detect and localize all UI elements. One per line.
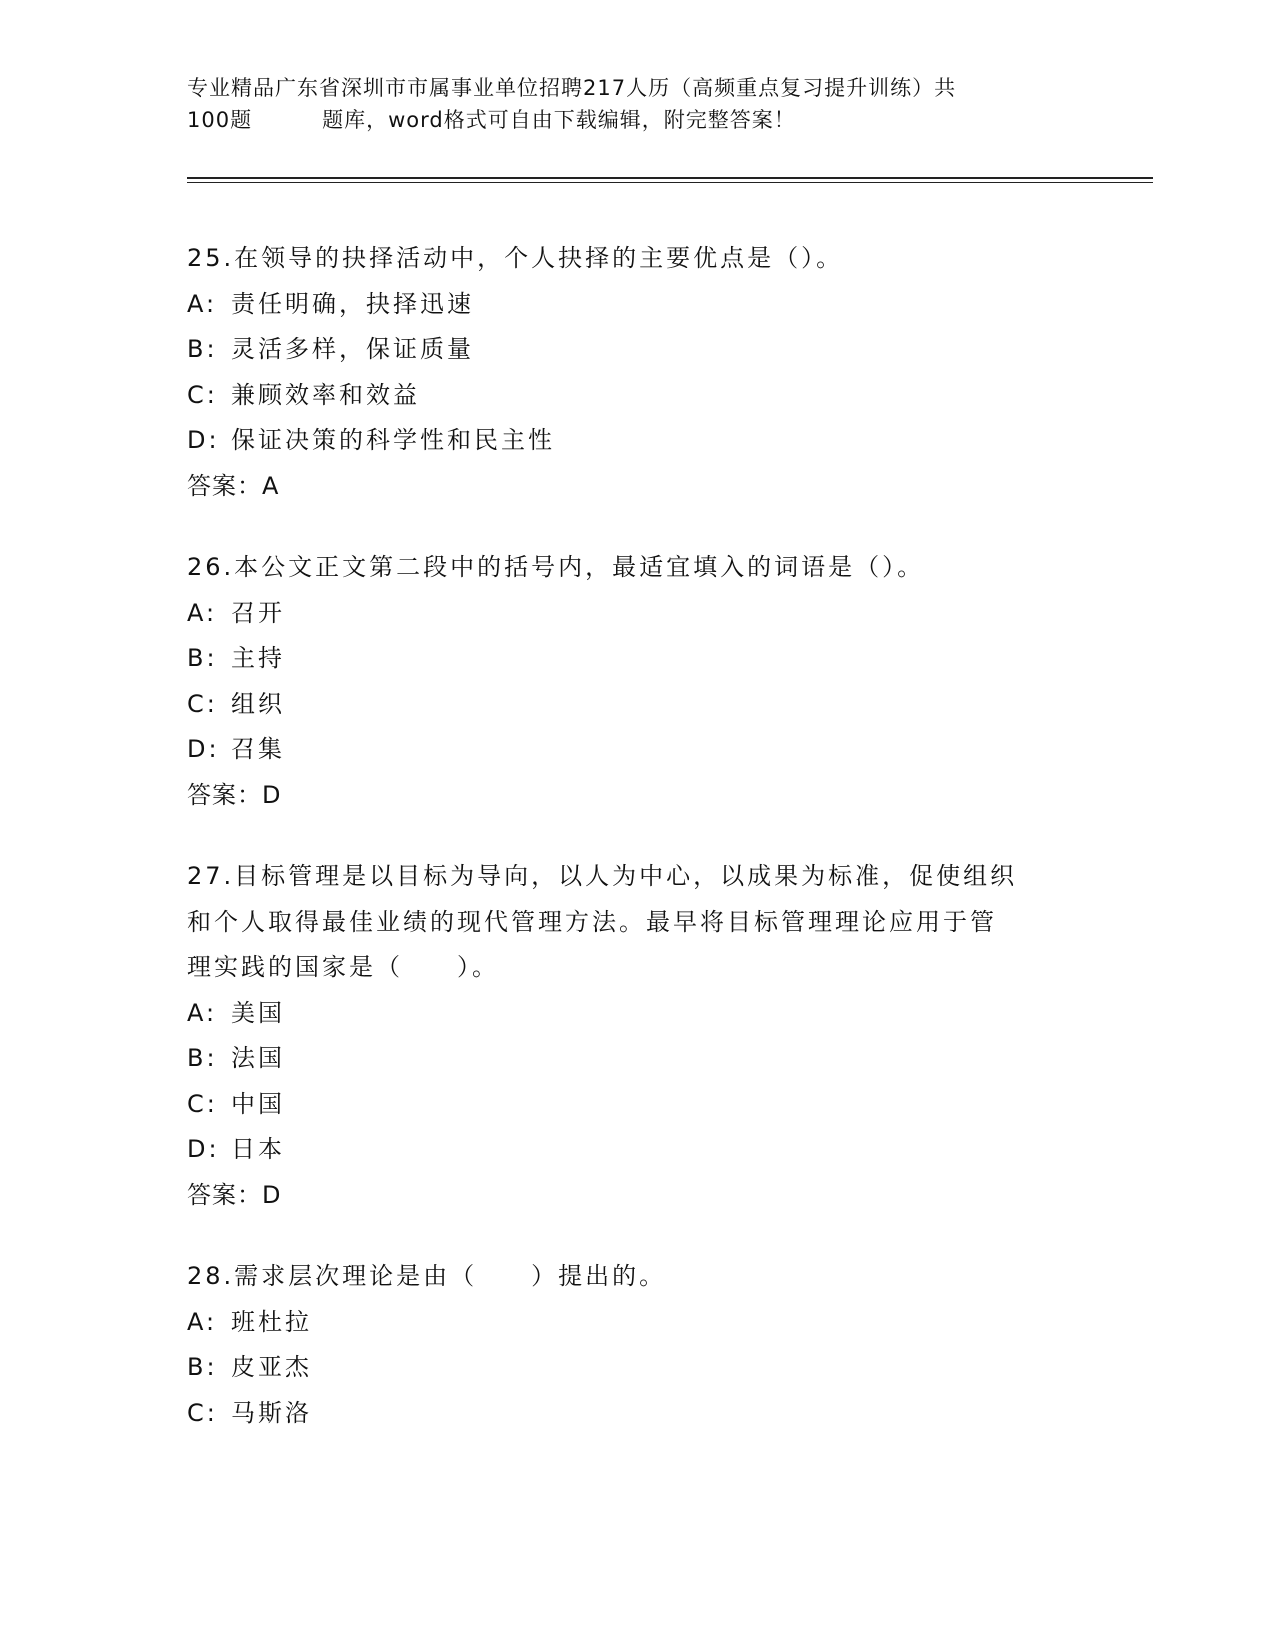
option-b bbox=[187, 327, 1087, 373]
option-text: 法国 bbox=[231, 1044, 285, 1072]
answer-line: 答案：D bbox=[187, 1180, 282, 1209]
option-c bbox=[187, 1082, 1087, 1128]
header-title-line-1: 专业精品广东省深圳市市属事业单位招聘217人历（高频重点复习提升训练）共 bbox=[187, 76, 957, 100]
option-c bbox=[187, 682, 1087, 728]
question-stem: 26.本公文正文第二段中的括号内，最适宜填入的词语是（）。 bbox=[187, 553, 925, 581]
document-header bbox=[187, 72, 1087, 136]
option-letter: B: bbox=[187, 335, 218, 363]
option-letter: D: bbox=[187, 1135, 220, 1163]
answer-line: 答案：D bbox=[187, 780, 282, 809]
option-d bbox=[187, 727, 1087, 773]
option-text: 召开 bbox=[231, 598, 285, 627]
question-stem-line: 和个人取得最佳业绩的现代管理方法。最早将目标管理理论应用于管 bbox=[187, 907, 997, 936]
option-d bbox=[187, 1127, 1087, 1173]
option-text: 兼顾效率和效益 bbox=[231, 380, 420, 409]
option-text: 召集 bbox=[231, 735, 285, 763]
question-stem: 25.在领导的抉择活动中，个人抉择的主要优点是（）。 bbox=[187, 244, 844, 272]
question-stem: 28.需求层次理论是由（ ）提出的。 bbox=[187, 1262, 667, 1290]
option-letter: B: bbox=[187, 1044, 218, 1072]
option-a bbox=[187, 282, 1087, 328]
question-stem-line: 理实践的国家是（ ）。 bbox=[187, 953, 499, 981]
option-text: 保证决策的科学性和民主性 bbox=[231, 426, 555, 454]
question-26 bbox=[187, 545, 1087, 818]
question-stem-line: 27.目标管理是以目标为导向，以人为中心，以成果为标准，促使组织 bbox=[187, 862, 1018, 890]
question-27 bbox=[187, 854, 1087, 1218]
option-letter: C: bbox=[187, 1089, 218, 1118]
option-text: 皮亚杰 bbox=[231, 1353, 312, 1381]
option-letter: B: bbox=[187, 1353, 218, 1381]
option-text: 组织 bbox=[231, 689, 285, 718]
option-letter: C: bbox=[187, 1398, 218, 1427]
option-letter: C: bbox=[187, 380, 218, 409]
option-text: 主持 bbox=[231, 644, 285, 672]
option-letter: B: bbox=[187, 644, 218, 672]
option-letter: D: bbox=[187, 426, 220, 454]
header-divider-thick bbox=[187, 177, 1153, 179]
option-letter: C: bbox=[187, 689, 218, 718]
header-divider-thin bbox=[187, 182, 1153, 183]
option-letter: A: bbox=[187, 598, 218, 627]
option-b bbox=[187, 1036, 1087, 1082]
option-a bbox=[187, 591, 1087, 637]
option-text: 灵活多样，保证质量 bbox=[231, 335, 474, 363]
header-count: 100题 bbox=[187, 108, 253, 132]
option-letter: A: bbox=[187, 1307, 218, 1336]
option-a bbox=[187, 991, 1087, 1037]
option-b bbox=[187, 636, 1087, 682]
option-text: 班杜拉 bbox=[231, 1307, 312, 1336]
option-a bbox=[187, 1300, 1087, 1346]
header-subtitle: 题库，word格式可自由下载编辑，附完整答案！ bbox=[322, 108, 796, 132]
option-c bbox=[187, 1391, 1087, 1437]
option-letter: A: bbox=[187, 998, 218, 1027]
header-title-line-2 bbox=[187, 104, 1087, 136]
option-text: 日本 bbox=[231, 1135, 285, 1163]
option-letter: A: bbox=[187, 289, 218, 318]
option-text: 中国 bbox=[231, 1089, 285, 1118]
option-c bbox=[187, 373, 1087, 419]
answer-line: 答案：A bbox=[187, 471, 280, 500]
option-b bbox=[187, 1345, 1087, 1391]
option-text: 责任明确，抉择迅速 bbox=[231, 289, 474, 318]
option-text: 美国 bbox=[231, 998, 285, 1027]
option-text: 马斯洛 bbox=[231, 1398, 312, 1427]
option-d bbox=[187, 418, 1087, 464]
question-list bbox=[187, 236, 1087, 1472]
option-letter: D: bbox=[187, 735, 220, 763]
question-28 bbox=[187, 1254, 1087, 1436]
question-25 bbox=[187, 236, 1087, 509]
